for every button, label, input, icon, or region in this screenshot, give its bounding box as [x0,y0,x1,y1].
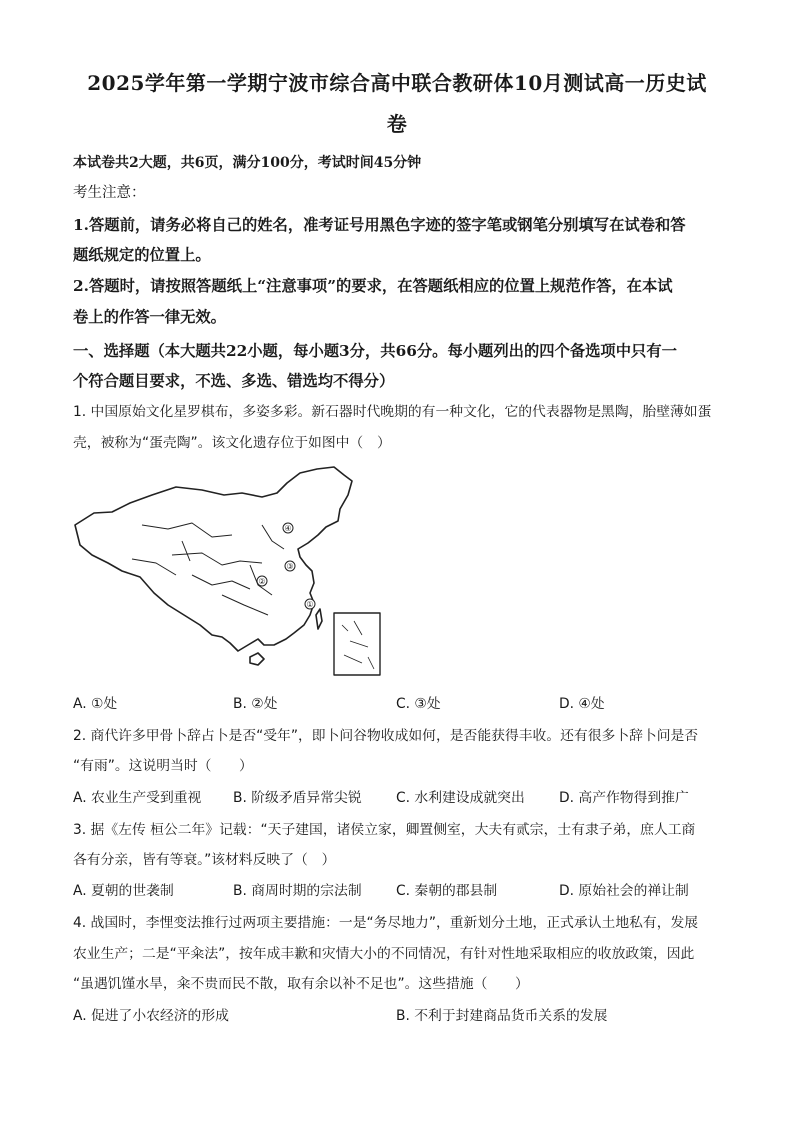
china-outline [75,467,352,651]
map-marker-3-label: ③ [286,562,294,571]
q1-option-a: A. ①处 [73,696,118,712]
exam-summary: 本试卷共2大题，共6页，满分100分，考试时间45分钟 [73,155,422,171]
china-map-figure [72,465,402,685]
taiwan-island [316,609,322,629]
q1-option-d: D. ④处 [559,696,605,712]
notice-heading: 考生注意： [73,185,146,201]
province-lines [132,523,284,615]
hainan-island [250,653,264,665]
question-4-line-2: 农业生产；二是“平籴法”，按年成丰歉和灾情大小的不同情况，有针对性地采取相应的收放政策，因此 [73,946,695,962]
exam-title-line1: 2025学年第一学期宁波市综合高中联合教研体10月测试高一历史试 [87,71,707,95]
note-1-line-2: 题纸规定的位置上。 [73,246,211,264]
section-heading-line-1: 一、选择题（本大题共22小题，每小题3分，共66分。每小题列出的四个备选项中只有一 [73,342,677,360]
question-3-line-2: 各有分亲，皆有等衰。”该材料反映了（ ） [73,852,336,868]
question-1-line-2: 壳，被称为“蛋壳陶”。该文化遗存位于如图中（ ） [73,435,391,451]
south-china-sea-inset [334,613,380,675]
question-2-line-1: 2. 商代许多甲骨卜辞占卜是否“受年”，即卜问谷物收成如何，是否能获得丰收。还有很多卜辞卜问是否 [73,728,699,744]
question-3-line-1: 3. 据《左传 桓公二年》记载：“天子建国，诸侯立家，卿置侧室，大夫有贰宗，士有隶子弟，庶人工商 [73,822,696,838]
map-marker-4-label: ④ [284,524,292,533]
q2-option-b: B. 阶级矛盾异常尖锐 [233,790,362,806]
note-2-line-1: 2.答题时，请按照答题纸上“注意事项”的要求，在答题纸相应的位置上规范作答，在本试 [73,277,673,295]
q4-option-a: A. 促进了小农经济的形成 [73,1008,229,1024]
question-2-line-2: “有雨”。这说明当时（ ） [73,758,253,774]
q1-option-b: B. ②处 [233,696,278,712]
south-china-sea-islands [342,621,374,669]
map-marker-2-label: ② [258,577,266,586]
question-1-line-1: 1. 中国原始文化星罗棋布，多姿多彩。新石器时代晚期的有一种文化，它的代表器物是黑陶，胎壁薄如蛋 [73,404,712,420]
section-heading-line-2: 个符合题目要求，不选、多选、错选均不得分） [73,372,395,390]
q2-option-a: A. 农业生产受到重视 [73,790,202,806]
question-4-line-1: 4. 战国时，李悝变法推行过两项主要措施：一是“务尽地力”，重新划分土地，正式承认土地私有，发展 [73,915,699,931]
q3-option-d: D. 原始社会的禅让制 [559,883,689,899]
q2-option-d: D. 高产作物得到推广 [559,790,689,806]
q3-option-b: B. 商周时期的宗法制 [233,883,362,899]
exam-title-line2: 卷 [386,112,408,136]
q2-option-c: C. 水利建设成就突出 [396,790,525,806]
note-1-line-1: 1.答题前，请务必将自己的姓名，准考证号用黑色字迹的签字笔或钢笔分别填写在试卷和答 [73,216,686,234]
q3-option-a: A. 夏朝的世袭制 [73,883,174,899]
q4-option-b: B. 不利于封建商品货币关系的发展 [396,1008,608,1024]
note-2-line-2: 卷上的作答一律无效。 [73,308,226,326]
map-marker-1-label: ① [306,600,314,609]
q3-option-c: C. 秦朝的郡县制 [396,883,498,899]
question-4-line-3: “虽遇饥馑水旱，籴不贵而民不散，取有余以补不足也”。这些措施（ ） [73,976,529,992]
q1-option-c: C. ③处 [396,696,441,712]
